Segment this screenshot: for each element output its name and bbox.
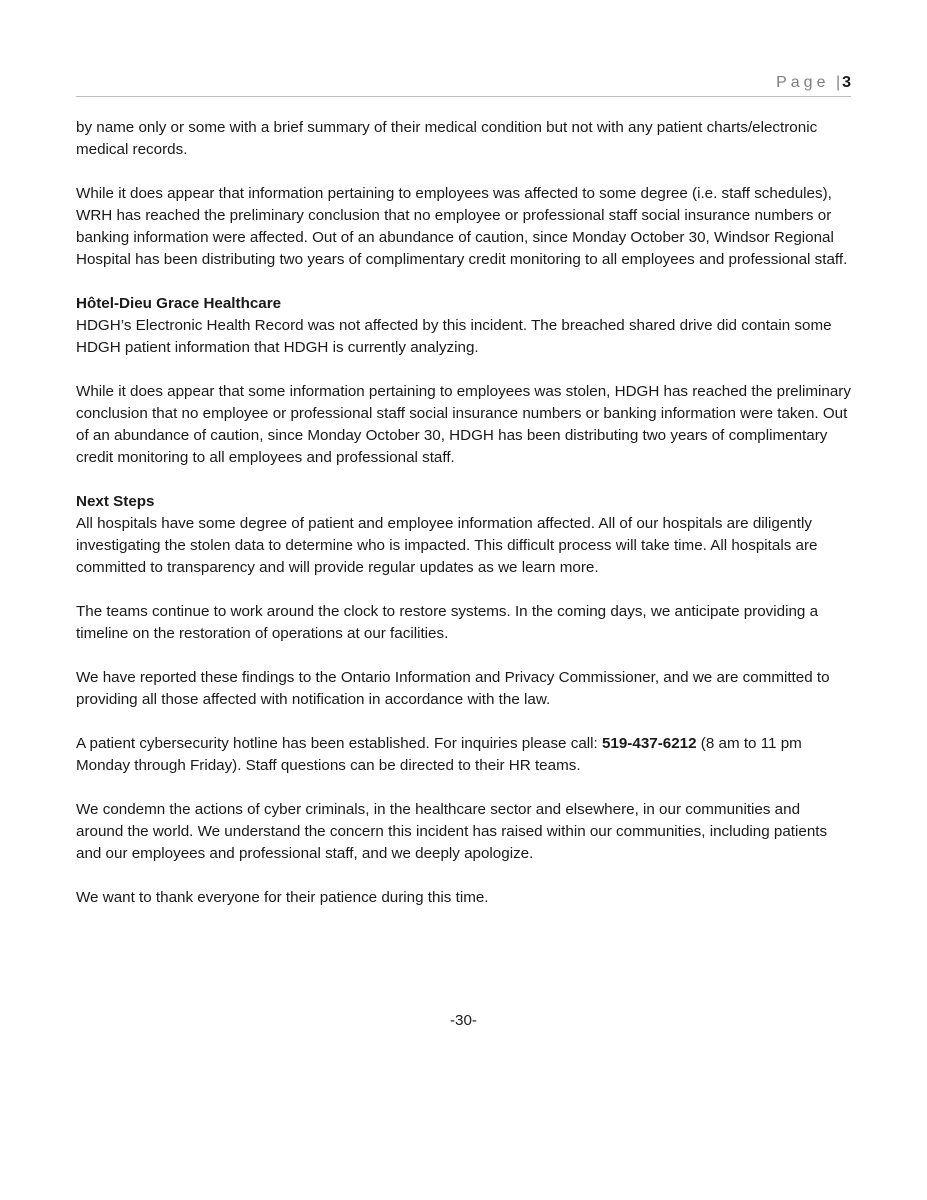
page-number: 3 [842,74,851,91]
paragraph-patient-records: by name only or some with a brief summary of their medical condition but not with any patient charts/electronic medical records. [76,119,818,158]
paragraph-hotline [76,733,851,777]
hotline-text-before: A patient cybersecurity hotline has been established. For inquiries please call: [76,735,602,752]
paragraph-hdgh-employees: While it does appear that some information pertaining to employees was stolen, HDGH has reached the preliminary conclusion that no employee or professional staff social insurance numbers or banking information were taken. Out of an abundance of caution, since Monday October 30, HDGH has been distributing two years of complimentary credit monitoring to all employees and professional staff. [76,383,851,466]
paragraph-next-restore: The teams continue to work around the clock to restore systems. In the coming days, we anticipate providing a timeline on the restoration of operations at our facilities. [76,603,819,642]
page-separator: | [835,74,841,91]
end-marker: -30- [449,1012,477,1029]
hotline-phone-number: 519-437-6212 [601,735,697,752]
paragraph-wrh-employees: While it does appear that information pertaining to employees was affected to some degree (i.e. staff schedules), WRH has reached the preliminary conclusion that no employee or professional staff social insurance numbers or banking information were affected. Out of an abundance of caution, since Monday October 30, Windsor Regional Hospital has been distributing two years of complimentary credit monitoring to all employees and professional staff. [76,185,848,268]
page-label: Page [776,74,830,91]
paragraph-condemn: We condemn the actions of cyber criminals, in the healthcare sector and elsewhere, in our communities and around the world. We understand the concern this incident has raised within our communities, including patients and our employees and professional staff, and we deeply apologize. [76,801,828,862]
page-header [76,74,851,97]
paragraph-next-reporting: We have reported these findings to the Ontario Information and Privacy Commissioner, and we are committed to providing all those affected with notification in accordance with the law. [76,669,830,708]
section-next-steps [76,491,851,579]
section-heading-next-steps: Next Steps [76,493,155,510]
document-body [76,117,851,931]
paragraph-thanks: We want to thank everyone for their patience during this time. [76,889,489,906]
section-heading-hdgh: Hôtel-Dieu Grace Healthcare [76,295,282,312]
section-hdgh [76,293,851,359]
paragraph-next-investigation: All hospitals have some degree of patient and employee information affected. All of our hospitals are diligently investigating the stolen data to determine who is impacted. This difficult process will take time. All hospitals are committed to transparency and will provide regular updates as we learn more. [76,515,818,576]
hotline-text-after: (8 am to 11 pm Monday through Friday). Staff questions can be directed to their HR teams. [76,735,802,774]
paragraph-hdgh-ehr: HDGH’s Electronic Health Record was not affected by this incident. The breached shared drive did contain some HDGH patient information that HDGH is currently analyzing. [76,317,832,356]
